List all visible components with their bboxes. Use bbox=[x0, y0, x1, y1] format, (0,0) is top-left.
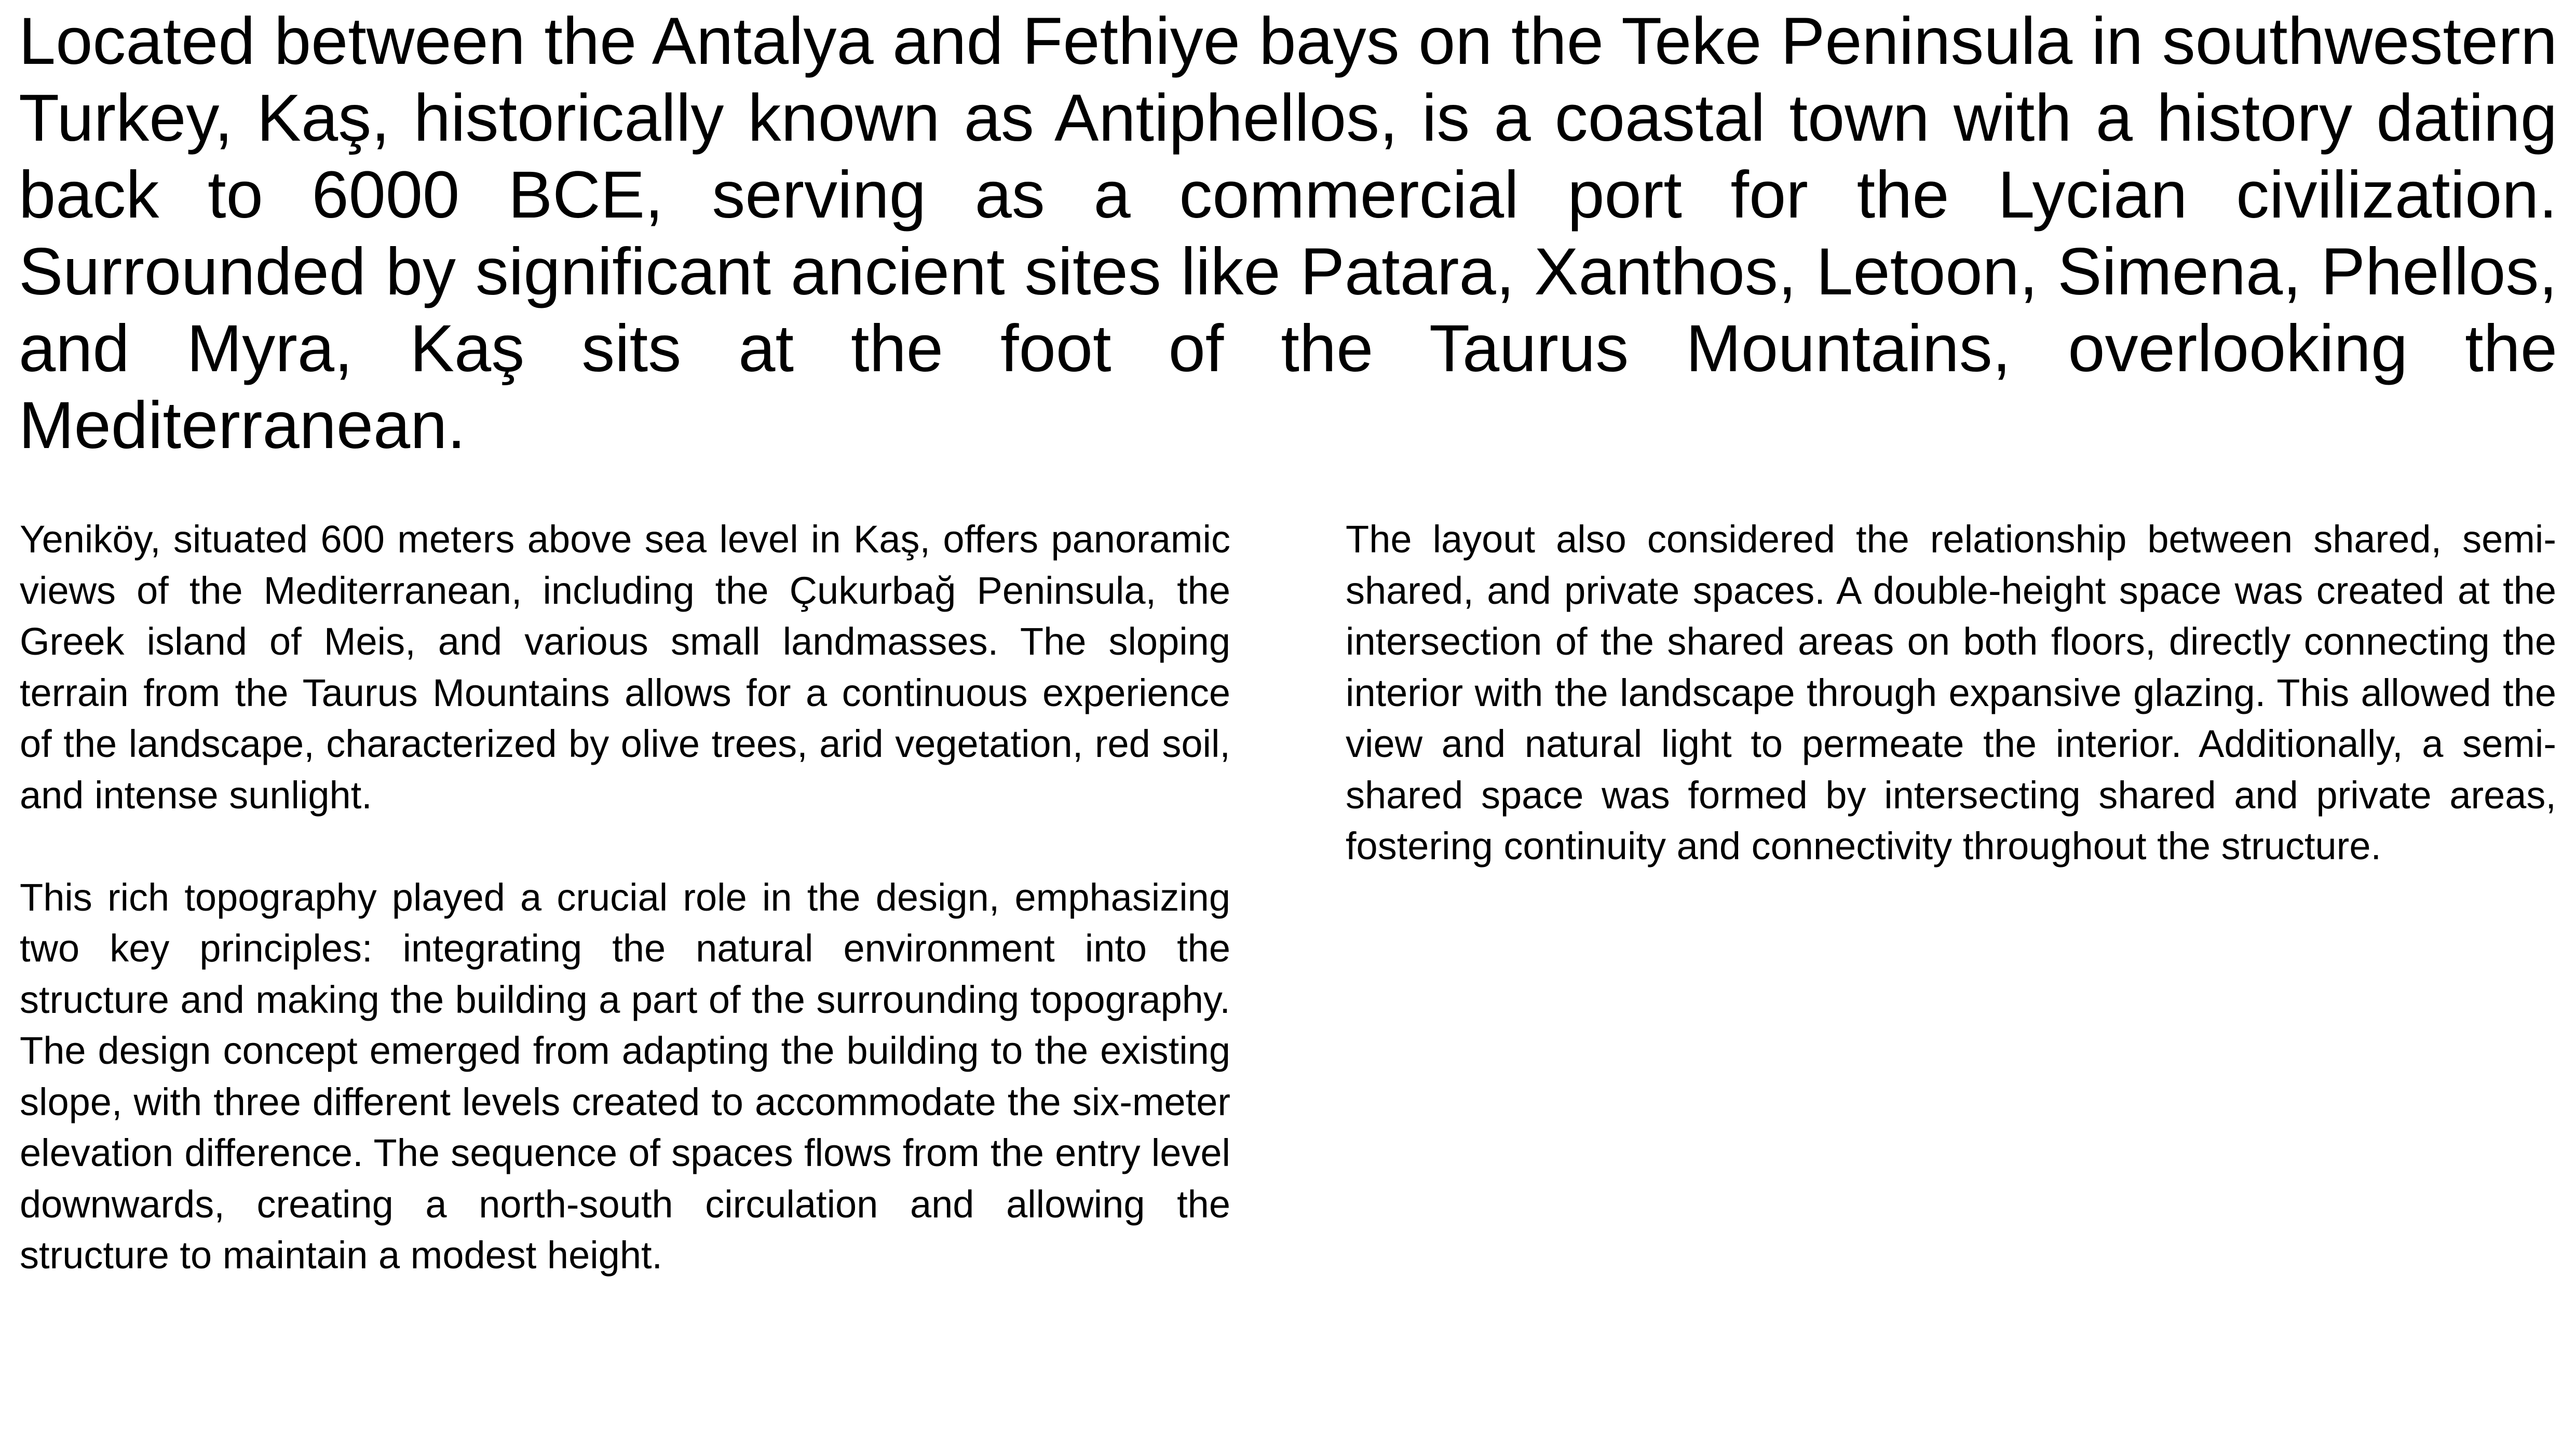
spatial-layout-paragraph: The layout also considered the relationship between shared, semi-shared, and private spaces. A double-height space was created at the intersection of the shared areas on both floors, directly connecting the interior with the landscape through expansive glazing. This allowed the view and natural light to permeate the interior. Additionally, a semi-shared space was formed by intersecting shared and private areas, fostering continuity and connectivity throughout the structure. bbox=[1346, 518, 2556, 868]
site-context-paragraph: Yeniköy, situated 600 meters above sea level in Kaş, offers panoramic views of the Mediterranean, including the Çukurbağ Peninsula, the Greek island of Meis, and various small landmasses. The sloping terrain from the Taurus Mountains allows for a continuous experience of the landscape, characterized by olive trees, arid vegetation, red soil, and intense sunlight. bbox=[20, 518, 1230, 817]
intro-paragraph: Located between the Antalya and Fethiye bays on the Teke Peninsula in southwestern Turkey, Kaş, historically known as Antiphellos, is a coastal town with a history dating back to 6000 BCE, serving as a commercial port for the Lycian civilization. Surrounded by significant ancient sites like Patara, Xanthos, Letoon, Simena, Phellos, and Myra, Kaş sits at the foot of the Taurus Mountains, overlooking the Mediterranean. bbox=[19, 4, 2557, 463]
left-text-column bbox=[20, 514, 1230, 1281]
topography-design-paragraph: This rich topography played a crucial role in the design, emphasizing two key principles: integrating the natural environment into the structure and making the building a part of the surrounding topography. The design concept emerged from adapting the building to the existing slope, with three different levels created to accommodate the six-meter elevation difference. The sequence of spaces flows from the entry level downwards, creating a north-south circulation and allowing the structure to maintain a modest height. bbox=[20, 875, 1230, 1277]
right-text-column bbox=[1346, 514, 2556, 872]
